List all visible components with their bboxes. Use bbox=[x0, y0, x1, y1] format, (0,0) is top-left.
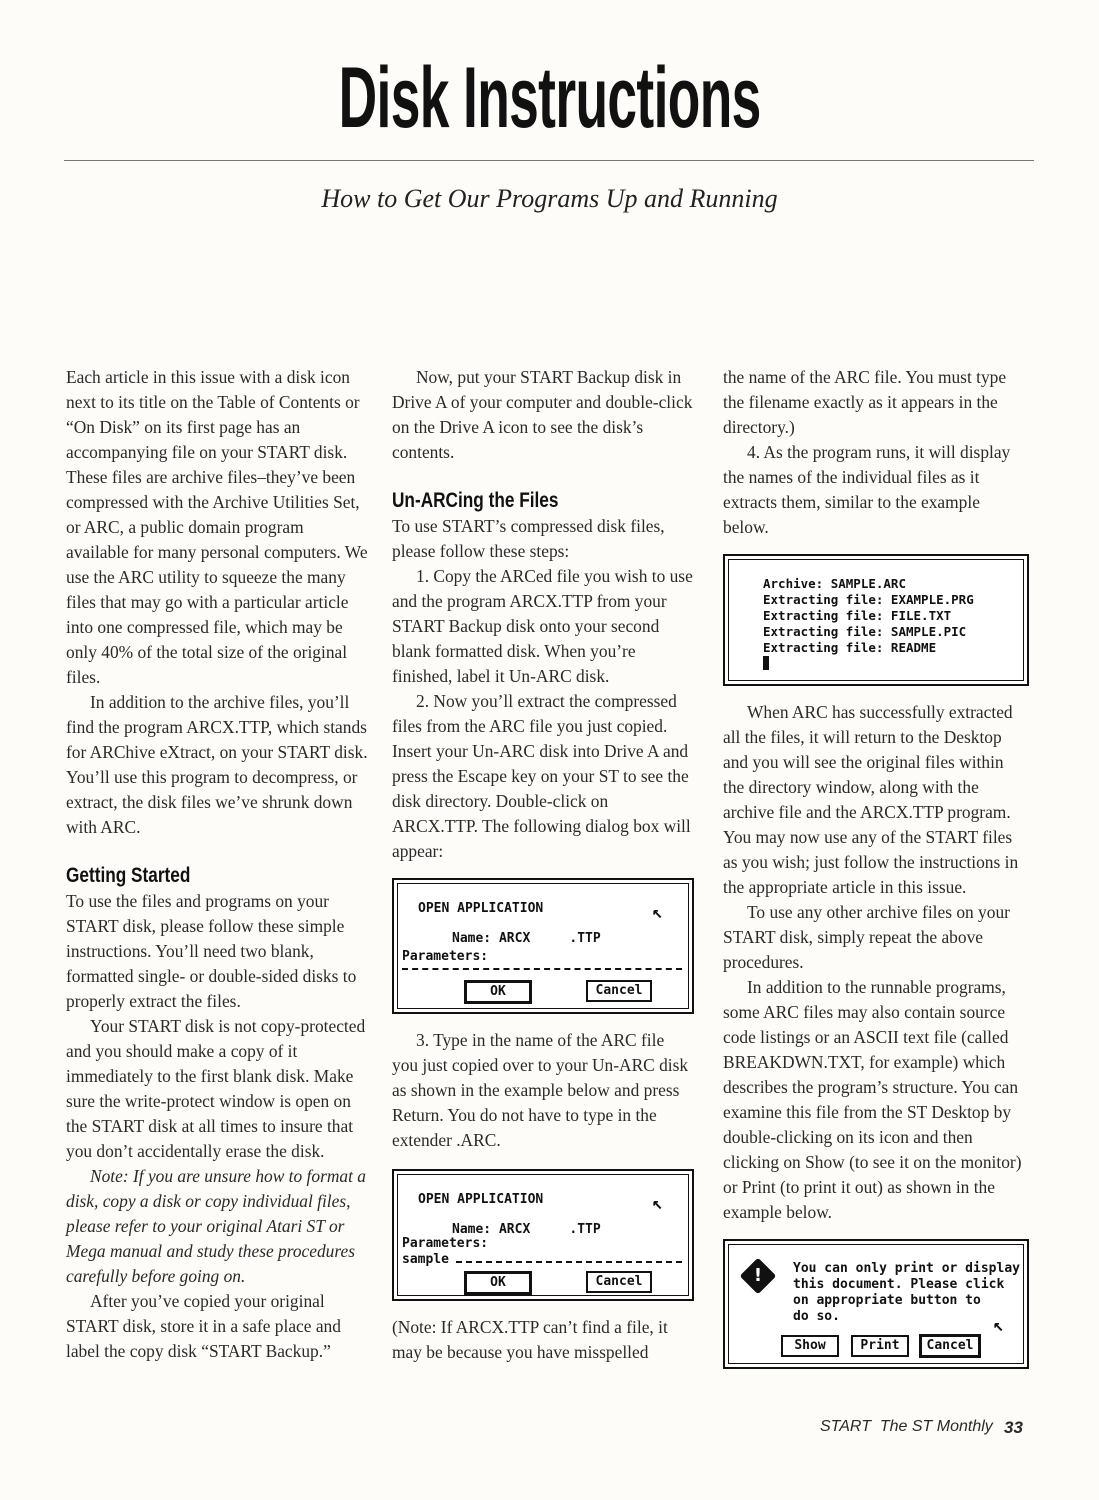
paragraph: In addition to the archive files, you’ll find the program ARCX.TTP, which stands for ARChive eXtract, on your START disk. You’ll use this program to decompress, or extract, the disk files we’ve shrunk down with ARC. bbox=[66, 692, 368, 837]
paragraph: 4. As the program runs, it will display the names of the individual files as it extracts them, similar to the example below. bbox=[723, 442, 1011, 537]
column-3 bbox=[723, 365, 1029, 1383]
open-application-dialog-filled bbox=[392, 1169, 694, 1301]
title-divider bbox=[64, 160, 1034, 161]
parameters-input[interactable] bbox=[402, 968, 682, 970]
print-button[interactable]: Print bbox=[851, 1335, 909, 1357]
arc-output-line: Extracting file: SAMPLE.PIC bbox=[763, 624, 967, 639]
text-cursor-icon bbox=[763, 656, 769, 670]
section-heading-getting-started: Getting Started bbox=[66, 864, 191, 887]
alert-message-line: You can only print or display bbox=[793, 1261, 1020, 1276]
dialog-parameters-label: Parameters: bbox=[402, 1236, 489, 1251]
arc-output-line: Extracting file: EXAMPLE.PRG bbox=[763, 592, 974, 607]
paragraph: When ARC has successfully extracted all the files, it will return to the Desktop and you will see the original files within the directory window, along with the archive file and the ARCX.TTP program. You may now use any of the START files as you wish; just follow the instructions in the appropriate article in this issue. bbox=[723, 702, 1019, 897]
alert-message-line: do so. bbox=[793, 1309, 840, 1324]
paragraph: Your START disk is not copy-protected and you should make a copy of it immediately to the first blank disk. Make sure the write-protect window is open on the START disk at all times to insure that you don’t accidentally erase the disk. bbox=[66, 1016, 366, 1161]
page-title: Disk Instructions bbox=[338, 50, 761, 146]
page-subtitle: How to Get Our Programs Up and Running bbox=[321, 184, 778, 213]
paragraph: To use the files and programs on your START disk, please follow these simple instructions. You’ll need two blank, formatted single- or double-sided disks to properly extract the files. bbox=[66, 891, 357, 1011]
arc-output-line: Extracting file: FILE.TXT bbox=[763, 608, 952, 623]
alert-message-line: on appropriate button to bbox=[793, 1293, 981, 1308]
magazine-name: START The ST Monthly bbox=[820, 1418, 993, 1435]
parameters-typed-value: sample bbox=[402, 1252, 449, 1267]
mouse-pointer-icon: ↖ bbox=[652, 1193, 663, 1214]
mouse-pointer-icon: ↖ bbox=[993, 1315, 1004, 1336]
ok-button[interactable]: OK bbox=[464, 980, 532, 1004]
paragraph: Now, put your START Backup disk in Drive A of your computer and double-click on the Drive A icon to see the disk’s contents. bbox=[392, 367, 693, 462]
arc-output-line: Archive: SAMPLE.ARC bbox=[763, 576, 906, 591]
dialog-name-field: Name: ARCX .TTP bbox=[452, 931, 601, 946]
mouse-pointer-icon: ↖ bbox=[652, 902, 663, 923]
show-button[interactable]: Show bbox=[781, 1335, 839, 1357]
cancel-button[interactable]: Cancel bbox=[586, 1271, 652, 1293]
paragraph: To use START’s compressed disk files, please follow these steps: bbox=[392, 516, 665, 561]
parameters-input[interactable] bbox=[456, 1261, 682, 1263]
column-1 bbox=[66, 365, 368, 1364]
cancel-button[interactable]: Cancel bbox=[919, 1334, 981, 1358]
paragraph: In addition to the runnable programs, some ARC files may also contain source code listings or an ASCII text file (called BREAKDWN.TXT, for example) which describes the program’s structure. You can examine this file from the ST Desktop by double-clicking on its icon and then clicking on Show (to see it on the monitor) or Print (to print it out) as shown in the example below. bbox=[723, 977, 1022, 1222]
paragraph: Each article in this issue with a disk icon next to its title on the Table of Contents or “On Disk” on its first page has an accompanying file on your START disk. These files are archive files–they’ve been compressed with the Archive Utilities Set, or ARC, a public domain program available for many personal computers. We use the ARC utility to squeeze the many files that may go with a particular article into one compressed file, which may be only 40% of the total size of the original files. bbox=[66, 367, 368, 687]
paragraph: To use any other archive files on your START disk, simply repeat the above procedures. bbox=[723, 902, 1010, 972]
show-print-alert-dialog bbox=[723, 1239, 1029, 1369]
section-heading-unarcing: Un-ARCing the Files bbox=[392, 489, 559, 512]
column-2 bbox=[392, 365, 694, 1365]
dialog-name-field: Name: ARCX .TTP bbox=[452, 1222, 601, 1237]
page-number: 33 bbox=[1004, 1418, 1023, 1437]
paragraph: After you’ve copied your original START disk, store it in a safe place and label the copy disk “START Backup.” bbox=[66, 1291, 341, 1361]
open-application-dialog bbox=[392, 878, 694, 1014]
warning-icon: ! bbox=[740, 1258, 777, 1295]
arc-output-line: Extracting file: README bbox=[763, 640, 937, 655]
page-footer bbox=[820, 1418, 1030, 1436]
dialog-title: OPEN APPLICATION bbox=[418, 1192, 544, 1207]
arc-output-window bbox=[723, 554, 1029, 686]
paragraph: 2. Now you’ll extract the compressed files from the ARC file you just copied. Insert your Un-ARC disk into Drive A and press the Escape key on your ST to see the disk directory. Double-click on ARCX.TTP. The following dialog box will appear: bbox=[392, 691, 691, 861]
ok-button[interactable]: OK bbox=[464, 1271, 532, 1295]
alert-message-line: this document. Please click bbox=[793, 1277, 1005, 1292]
note-paragraph: Note: If you are unsure how to format a disk, copy a disk or copy individual files, please refer to your original Atari ST or Mega manual and study these procedures carefully before going on. bbox=[66, 1166, 366, 1286]
paragraph: the name of the ARC file. You must type the filename exactly as it appears in the directory.) bbox=[723, 367, 1007, 437]
dialog-title: OPEN APPLICATION bbox=[418, 901, 544, 916]
dialog-parameters-label: Parameters: bbox=[402, 949, 489, 964]
paragraph: 3. Type in the name of the ARC file you just copied over to your Un-ARC disk as shown in the example below and press Return. You do not have to type in the extender .ARC. bbox=[392, 1030, 689, 1150]
paragraph: 1. Copy the ARCed file you wish to use and the program ARCX.TTP from your START Backup disk onto your second blank formatted disk. When you’re finished, label it Un-ARC disk. bbox=[392, 566, 693, 686]
cancel-button[interactable]: Cancel bbox=[586, 980, 652, 1002]
paragraph: (Note: If ARCX.TTP can’t find a file, it may be because you have misspelled bbox=[392, 1317, 668, 1362]
